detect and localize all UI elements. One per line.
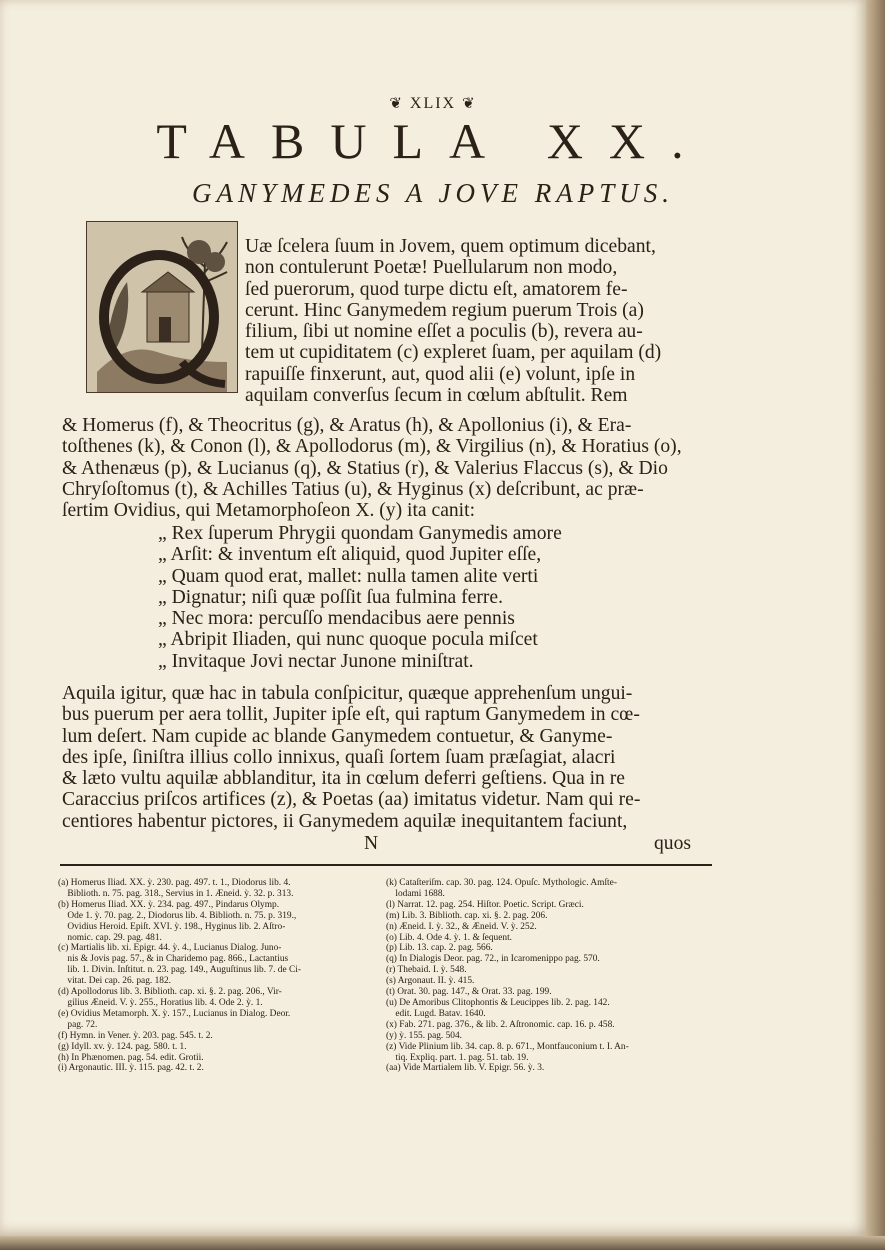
footnotes-right [386,878,629,1074]
quote-line: „ Dignatur; niſi quæ poſſit ſua fulmina ferre. [158,586,503,608]
body-full-width [62,415,682,521]
footnote-line: (x) Fab. 271. pag. 376., & lib. 2. Aſtronomic. cap. 16. p. 458. [386,1019,615,1030]
ovid-quotation [158,523,562,672]
footnote-line: (h) In Phænomen. pag. 54. edit. Grotii. [58,1052,204,1063]
footnote-line: pag. 72. [58,1019,98,1030]
text-line: bus puerum per aera tollit, Jupiter ipſe eſt, qui raptum Ganymedem in cœ- [62,704,640,726]
quote-line: „ Abripit Iliaden, qui nunc quoque pocula miſcet [158,629,538,651]
text-line: Uæ ſcelera ſuum in Jovem, quem optimum dicebant, [245,236,656,257]
footnote-line: (i) Argonautic. III. ỳ. 115. pag. 42. t. 2. [58,1063,204,1074]
ornament-left-icon: ❦ [389,96,404,112]
footnote-line: (t) Orat. 30. pag. 147., & Orat. 33. pag. 199. [386,987,552,998]
footnote-line: (c) Martialis lib. xi. Epigr. 44. ỳ. 4., Lucianus Dialog. Juno- [58,943,282,954]
footnote-divider [60,864,712,866]
footnote-line: (u) De Amoribus Clitophontis & Leucippes lib. 2. pag. 142. [386,997,610,1008]
footnote-line: (g) Idyll. xv. ỳ. 124. pag. 580. t. 1. [58,1041,187,1052]
footnote-line: Ovidius Heroid. Epiſt. XVI. ỳ. 198., Hyginus lib. 2. Aſtro- [58,921,286,932]
page-edge [866,0,885,1250]
text-line: & Athenæus (p), & Lucianus (q), & Statius (r), & Valerius Flaccus (s), & Dio [62,457,668,479]
footnote-line: (f) Hymn. in Vener. ỳ. 203. pag. 545. t. 2. [58,1030,213,1041]
text-line: & Homerus (f), & Theocritus (g), & Aratus (h), & Apollonius (i), & Era- [62,415,632,436]
text-line: filium, ſibi ut nomine eſſet a poculis (b), revera au- [245,321,643,343]
text-line: centiores habentur pictores, ii Ganymedem aquilæ inequitantem faciunt, [62,810,628,832]
signature-mark: N [364,833,379,854]
footnote-line: edit. Lugd. Batav. 1640. [386,1008,486,1019]
text-line: tem ut cupiditatem (c) expleret ſuam, per aquilam (d) [245,342,662,364]
footnote-line: (s) Argonaut. II. ỳ. 415. [386,976,475,987]
footnote-line: tiq. Expliq. part. 1. pag. 51. tab. 19. [386,1052,529,1063]
plate-number [0,94,866,113]
footnote-line: (k) Cataſteriſm. cap. 30. pag. 124. Opuſc. Mythologic. Amſte- [386,878,617,888]
text-line: cerunt. Hinc Ganymedem regium puerum Trois (a) [245,299,644,321]
text-line: toſthenes (k), & Conon (l), & Apollodorus (m), & Virgilius (n), & Horatius (o), [62,436,682,458]
text-line: aquilam converſus ſecum in cœlum abſtulit. Rem [245,385,628,407]
footnote-line: (m) Lib. 3. Biblioth. cap. xi. §. 2. pag. 206. [386,910,548,921]
footnote-line: lodami 1688. [386,888,445,899]
footnote-line: nomic. cap. 29. pag. 481. [58,932,162,943]
text-line: non contulerunt Poetæ! Puellularum non modo, [245,257,618,279]
text-line: rapuiſſe finxerunt, aut, quod alii (e) volunt, ipſe in [245,363,636,385]
quote-line: „ Rex ſuperum Phrygii quondam Ganymedis amore [158,523,562,544]
footnote-line: (y) ỳ. 155. pag. 504. [386,1030,463,1041]
footnote-line: (a) Homerus Iliad. XX. ỳ. 230. pag. 497. t. 1., Diodorus lib. 4. [58,878,291,888]
footnotes-left [58,878,301,1074]
footnote-line: (e) Ovidius Metamorph. X. ỳ. 157., Lucianus in Dialog. Deor. [58,1008,291,1019]
footnote-line: nis & Jovis pag. 57., & in Charidemo pag. 866., Lactantius [58,954,289,965]
page-title: TABULA XX. [156,113,710,169]
text-line: lum deſert. Nam cupide ac blande Ganymedem contuetur, & Ganyme- [62,725,613,747]
footnote-line: (q) In Dialogis Deor. pag. 72., in Icaromenippo pag. 570. [386,954,600,965]
body-continuation [62,683,640,832]
footnote-line: vitat. Dei cap. 26. pag. 182. [58,976,171,987]
catchword: quos [654,833,692,854]
text-line: ſertim Ovidius, qui Metamorphoſeon X. (y) ita canit: [62,500,476,522]
footnote-line: Biblioth. n. 75. pag. 318., Servius in 1. Æneid. ỳ. 32. p. 313. [58,888,294,899]
text-line: ſed puerorum, quod turpe dictu eſt, amatorem fe- [245,278,628,300]
text-line: Aquila igitur, quæ hac in tabula conſpicitur, quæque apprehenſum ungui- [62,683,633,704]
footnote-line: (b) Homerus Iliad. XX. ỳ. 234. pag. 497., Pindarus Olymp. [58,899,280,910]
footnote-line: (p) Lib. 13. cap. 2. pag. 566. [386,943,493,954]
footnote-line: Ode 1. ỳ. 70. pag. 2., Diodorus lib. 4. Biblioth. n. 75. p. 319., [58,910,297,921]
footnote-line: gilius Æneid. V. ỳ. 255., Horatius lib. 4. Ode 2. ỳ. 1. [58,997,263,1008]
quote-line: „ Nec mora: percuſſo mendacibus aere pennis [158,608,515,630]
text-line: des ipſe, ſiniſtra illius collo innixus, quaſi ſortem ſuam præſagiat, alacri [62,746,616,768]
quote-line: „ Arſit: & inventum eſt aliquid, quod Jupiter eſſe, [158,544,542,566]
text-line: Chryſoſtomus (t), & Achilles Tatius (u), & Hyginus (x) deſcribunt, ac præ- [62,478,644,500]
text-line: & læto vultu aquilæ abblanditur, ita in cœlum deferri geſtiens. Qua in re [62,768,625,790]
footnote-line: (aa) Vide Martialem lib. V. Epigr. 56. ỳ. 3. [386,1063,545,1074]
text-line: Caraccius priſcos artifices (z), & Poetas (aa) imitatus videtur. Nam qui re- [62,789,641,811]
plate-number-text: XLIX [409,95,457,112]
page-bottom-edge [0,1236,885,1250]
quote-line: „ Invitaque Jovi nectar Junone miniſtrat. [158,650,474,672]
footnote-line: (o) Lib. 4. Ode 4. ỳ. 1. & ſequent. [386,932,513,943]
body-intro [245,236,661,406]
page-subtitle: GANYMEDES A JOVE RAPTUS. [192,178,674,208]
ornament-right-icon: ❦ [462,96,477,112]
footnote-line: (n) Æneid. I. ỳ. 32., & Æneid. V. ỳ. 252. [386,921,537,932]
footnote-line: (r) Thebaid. I. ỳ. 548. [386,965,467,976]
footnote-line: (d) Apollodorus lib. 3. Biblioth. cap. xi. §. 2. pag. 206., Vir- [58,987,282,998]
footnote-line: lib. 1. Divin. Inſtitut. n. 23. pag. 149., Auguſtinus lib. 7. de Ci- [58,965,301,976]
footnote-line: (l) Narrat. 12. pag. 254. Hiſtor. Poetic. Script. Græci. [386,899,584,910]
footnote-line: (z) Vide Plinium lib. 34. cap. 8. p. 671., Montfauconium t. I. An- [386,1041,629,1052]
quote-line: „ Quam quod erat, mallet: nulla tamen alite verti [158,565,539,587]
decorated-initial-q-icon [86,221,238,393]
